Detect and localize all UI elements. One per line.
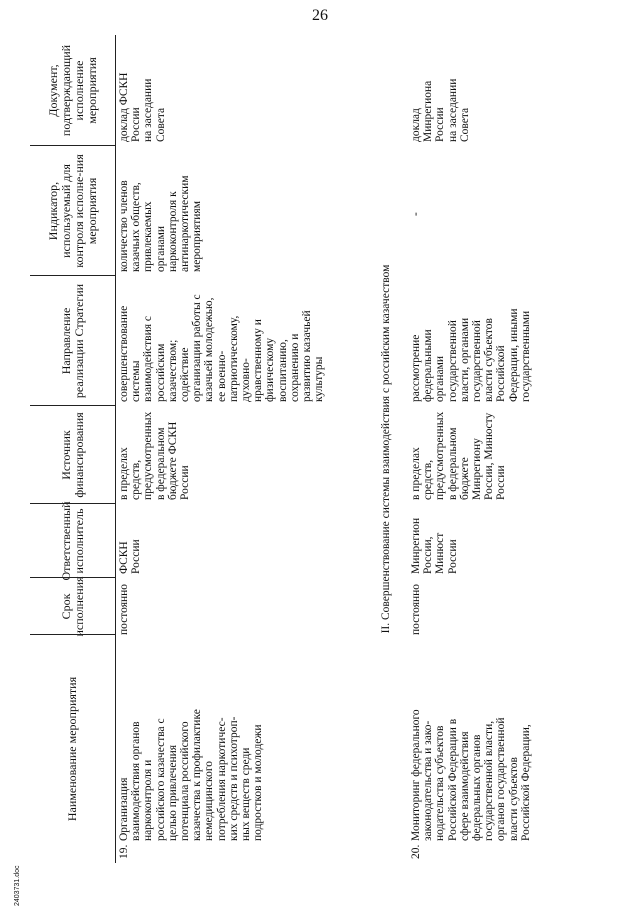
cell-term: постоянно — [410, 583, 422, 635]
header-indicator: Индикатор, используемый для контроля исполне-ния мероприятия — [45, 154, 99, 268]
document-footer — [14, 865, 28, 908]
table-header — [30, 35, 116, 863]
cell-responsible: Минрегион России, Минюст России — [410, 517, 459, 574]
cell-source: в пределах средств, предусмотренных в федеральном бюджете ФСКН России — [118, 411, 192, 500]
section-title: II. Совершенствование системы взаимодействия с российским казачеством — [380, 264, 392, 634]
cell-document: доклад ФСКН России на заседании Совета — [118, 72, 167, 142]
column-divider — [30, 577, 115, 578]
cell-indicator: - — [410, 212, 422, 216]
cell-indicator: количество членов казачьих обществ, привлекаемых органами наркоконтроля к антинаркотическим мероприятиям — [118, 175, 204, 272]
rotated-table — [30, 35, 610, 863]
header-direction: Направление реализации Стратегии — [58, 283, 86, 399]
header-responsible: Ответственный исполнитель — [58, 501, 86, 581]
row-number: 20. — [410, 844, 422, 859]
header-source: Источник финансирования — [58, 412, 86, 498]
cell-name: Организация взаимодействия органов наркоконтроля и российского казачества с целью привлечения потенциала российского казачества к профилактике немедицинского потребления наркотичес- ких средств и психотроп- ных веществ среди подростков и молодежи — [118, 709, 265, 841]
column-divider — [30, 145, 115, 146]
column-divider — [30, 503, 115, 504]
cell-direction: совершенствование системы взаимодействия с российским казачеством; содействие организации работы с казачьей молодежью, ее военно- патриотическому, духовно- нравственному и физическому воспитанию, сохранению и развитию казачьей культуры — [118, 294, 326, 402]
cell-direction: рассмотрение федеральными органами государственной власти, органами государственной власти субъектов Российской Федерации, иными государственными — [410, 308, 532, 402]
cell-name: Мониторинг федерального законодательства и зако- нодательства субъектов Российской Федерации в сфере взаимодействия федеральных органов государственной власти, органов государственной власти субъектов Российской Федерации, — [410, 709, 532, 841]
header-term: Срок исполнения — [58, 576, 86, 637]
cell-responsible: ФСКН России — [118, 539, 143, 574]
page-number: 26 — [312, 7, 328, 24]
column-divider — [30, 275, 115, 276]
header-document: Документ, подтверждающий исполнение мероприятия — [45, 44, 99, 137]
column-divider — [30, 634, 115, 635]
document-code: 2403731.doc — [14, 865, 21, 906]
header-name: Наименование мероприятия — [65, 676, 79, 822]
cell-term: постоянно — [118, 583, 130, 635]
cell-source: в пределах средств, предусмотренных в федеральном бюджете Минрегиону России, Минюсту России — [410, 411, 508, 500]
column-divider — [30, 405, 115, 406]
row-number: 19. — [118, 844, 130, 859]
cell-document: доклад Минрегиона России на заседании Совета — [410, 78, 471, 142]
